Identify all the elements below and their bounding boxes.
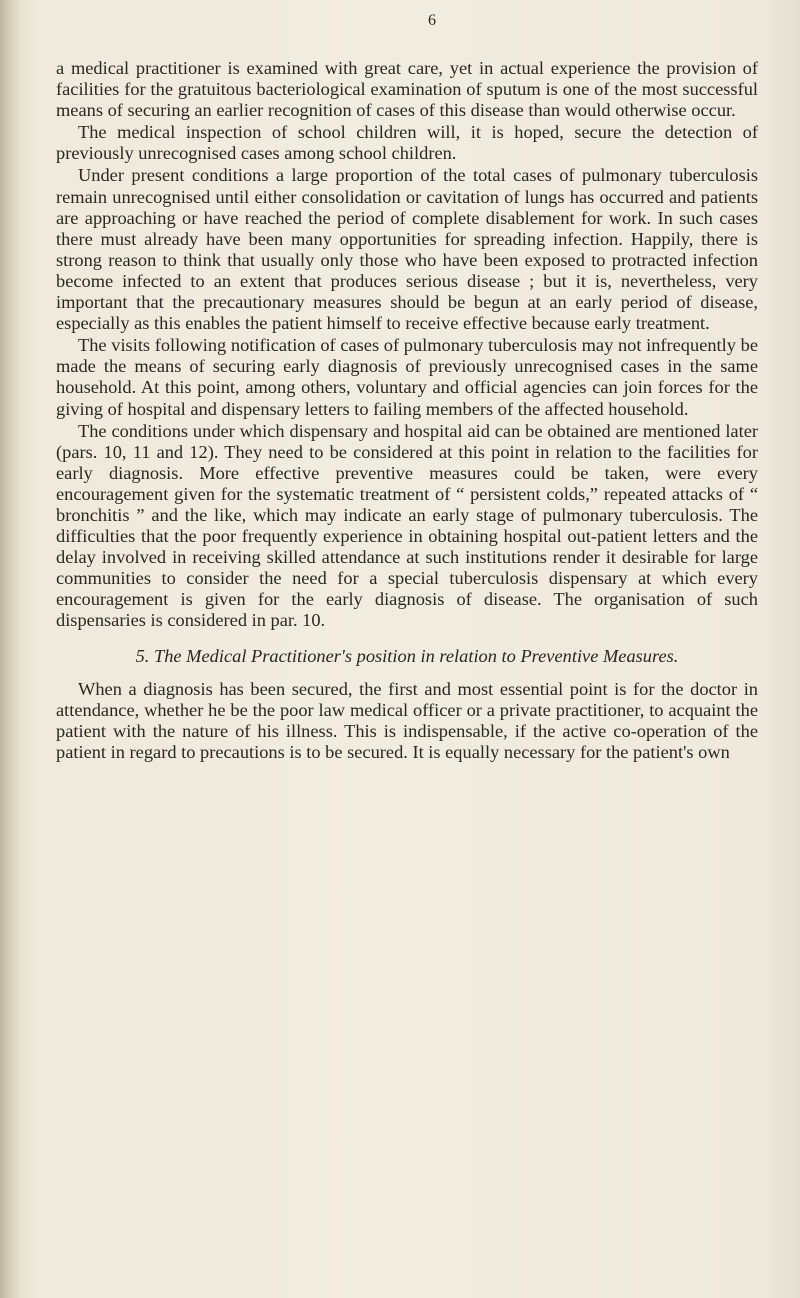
page-gutter-shadow — [0, 0, 22, 1298]
paragraph-diagnosis-secured: When a diagnosis has been secured, the first and most essential point is for the doctor in attendance, whether he be the poor law medical officer or a private practitioner, to acquaint the patient with the nature of his illness. This is indispensable, if the active co-operation of the patient in regard to precautions is to be secured. It is equally necessary for the patient's own — [56, 678, 758, 762]
page-body — [56, 58, 758, 763]
paragraph-school-inspection: The medical inspection of school children will, it is hoped, secure the detection of previously unrecognised cases among school children. — [56, 122, 758, 164]
paragraph-continuation: a medical practitioner is examined with great care, yet in actual experience the provision of facilities for the gratuitous bacteriological examination of sputum is one of the most successful means of securing an earlier recognition of cases of this disease than would otherwise occur. — [56, 58, 758, 121]
paragraph-dispensary-conditions: The conditions under which dispensary and hospital aid can be obtained are mentioned later (pars. 10, 11 and 12). They need to be considered at this point in relation to the facilities for early diagnosis. More effective preventive measures could be taken, were every encouragement given for the systematic treatment of “ persistent colds,” repeated attacks of “ bronchitis ” and the like, which may indicate an early stage of pulmonary tuberculosis. The difficulties that the poor frequently experience in obtaining hospital out-patient letters and the delay involved in receiving skilled attendance at such institutions render it desirable for large communities to consider the need for a special tuberculosis dispensary at which every encouragement is given for the early diagnosis of disease. The organisation of such dispensaries is considered in par. 10. — [56, 420, 758, 631]
section-heading — [56, 646, 758, 667]
page-number: 6 — [428, 12, 436, 29]
paragraph-notification-visits: The visits following notification of cases of pulmonary tuberculosis may not infrequently be made the means of securing early diagnosis of previously unrecognised cases in the same household. At this point, among others, voluntary and official agencies can join forces for the giving of hospital and dispensary letters to failing members of the affected household. — [56, 335, 758, 419]
paragraph-present-conditions: Under present conditions a large proportion of the total cases of pulmonary tuberculosis remain unrecognised until either consolidation or cavitation of lungs has occurred and patients are approaching or have reached the period of complete disablement for work. In such cases there must already have been many opportunities for spreading infection. Happily, there is strong reason to think that usually only those who have been exposed to protracted infection become infected to an extent that produces serious disease ; but it is, nevertheless, very important that the precautionary measures should be begun at an early period of disease, especially as this enables the patient himself to receive effective because early treatment. — [56, 165, 758, 334]
section-title: The Medical Practitioner's position in relation to Preventive Measures. — [154, 645, 679, 666]
section-number: 5. — [135, 645, 150, 666]
